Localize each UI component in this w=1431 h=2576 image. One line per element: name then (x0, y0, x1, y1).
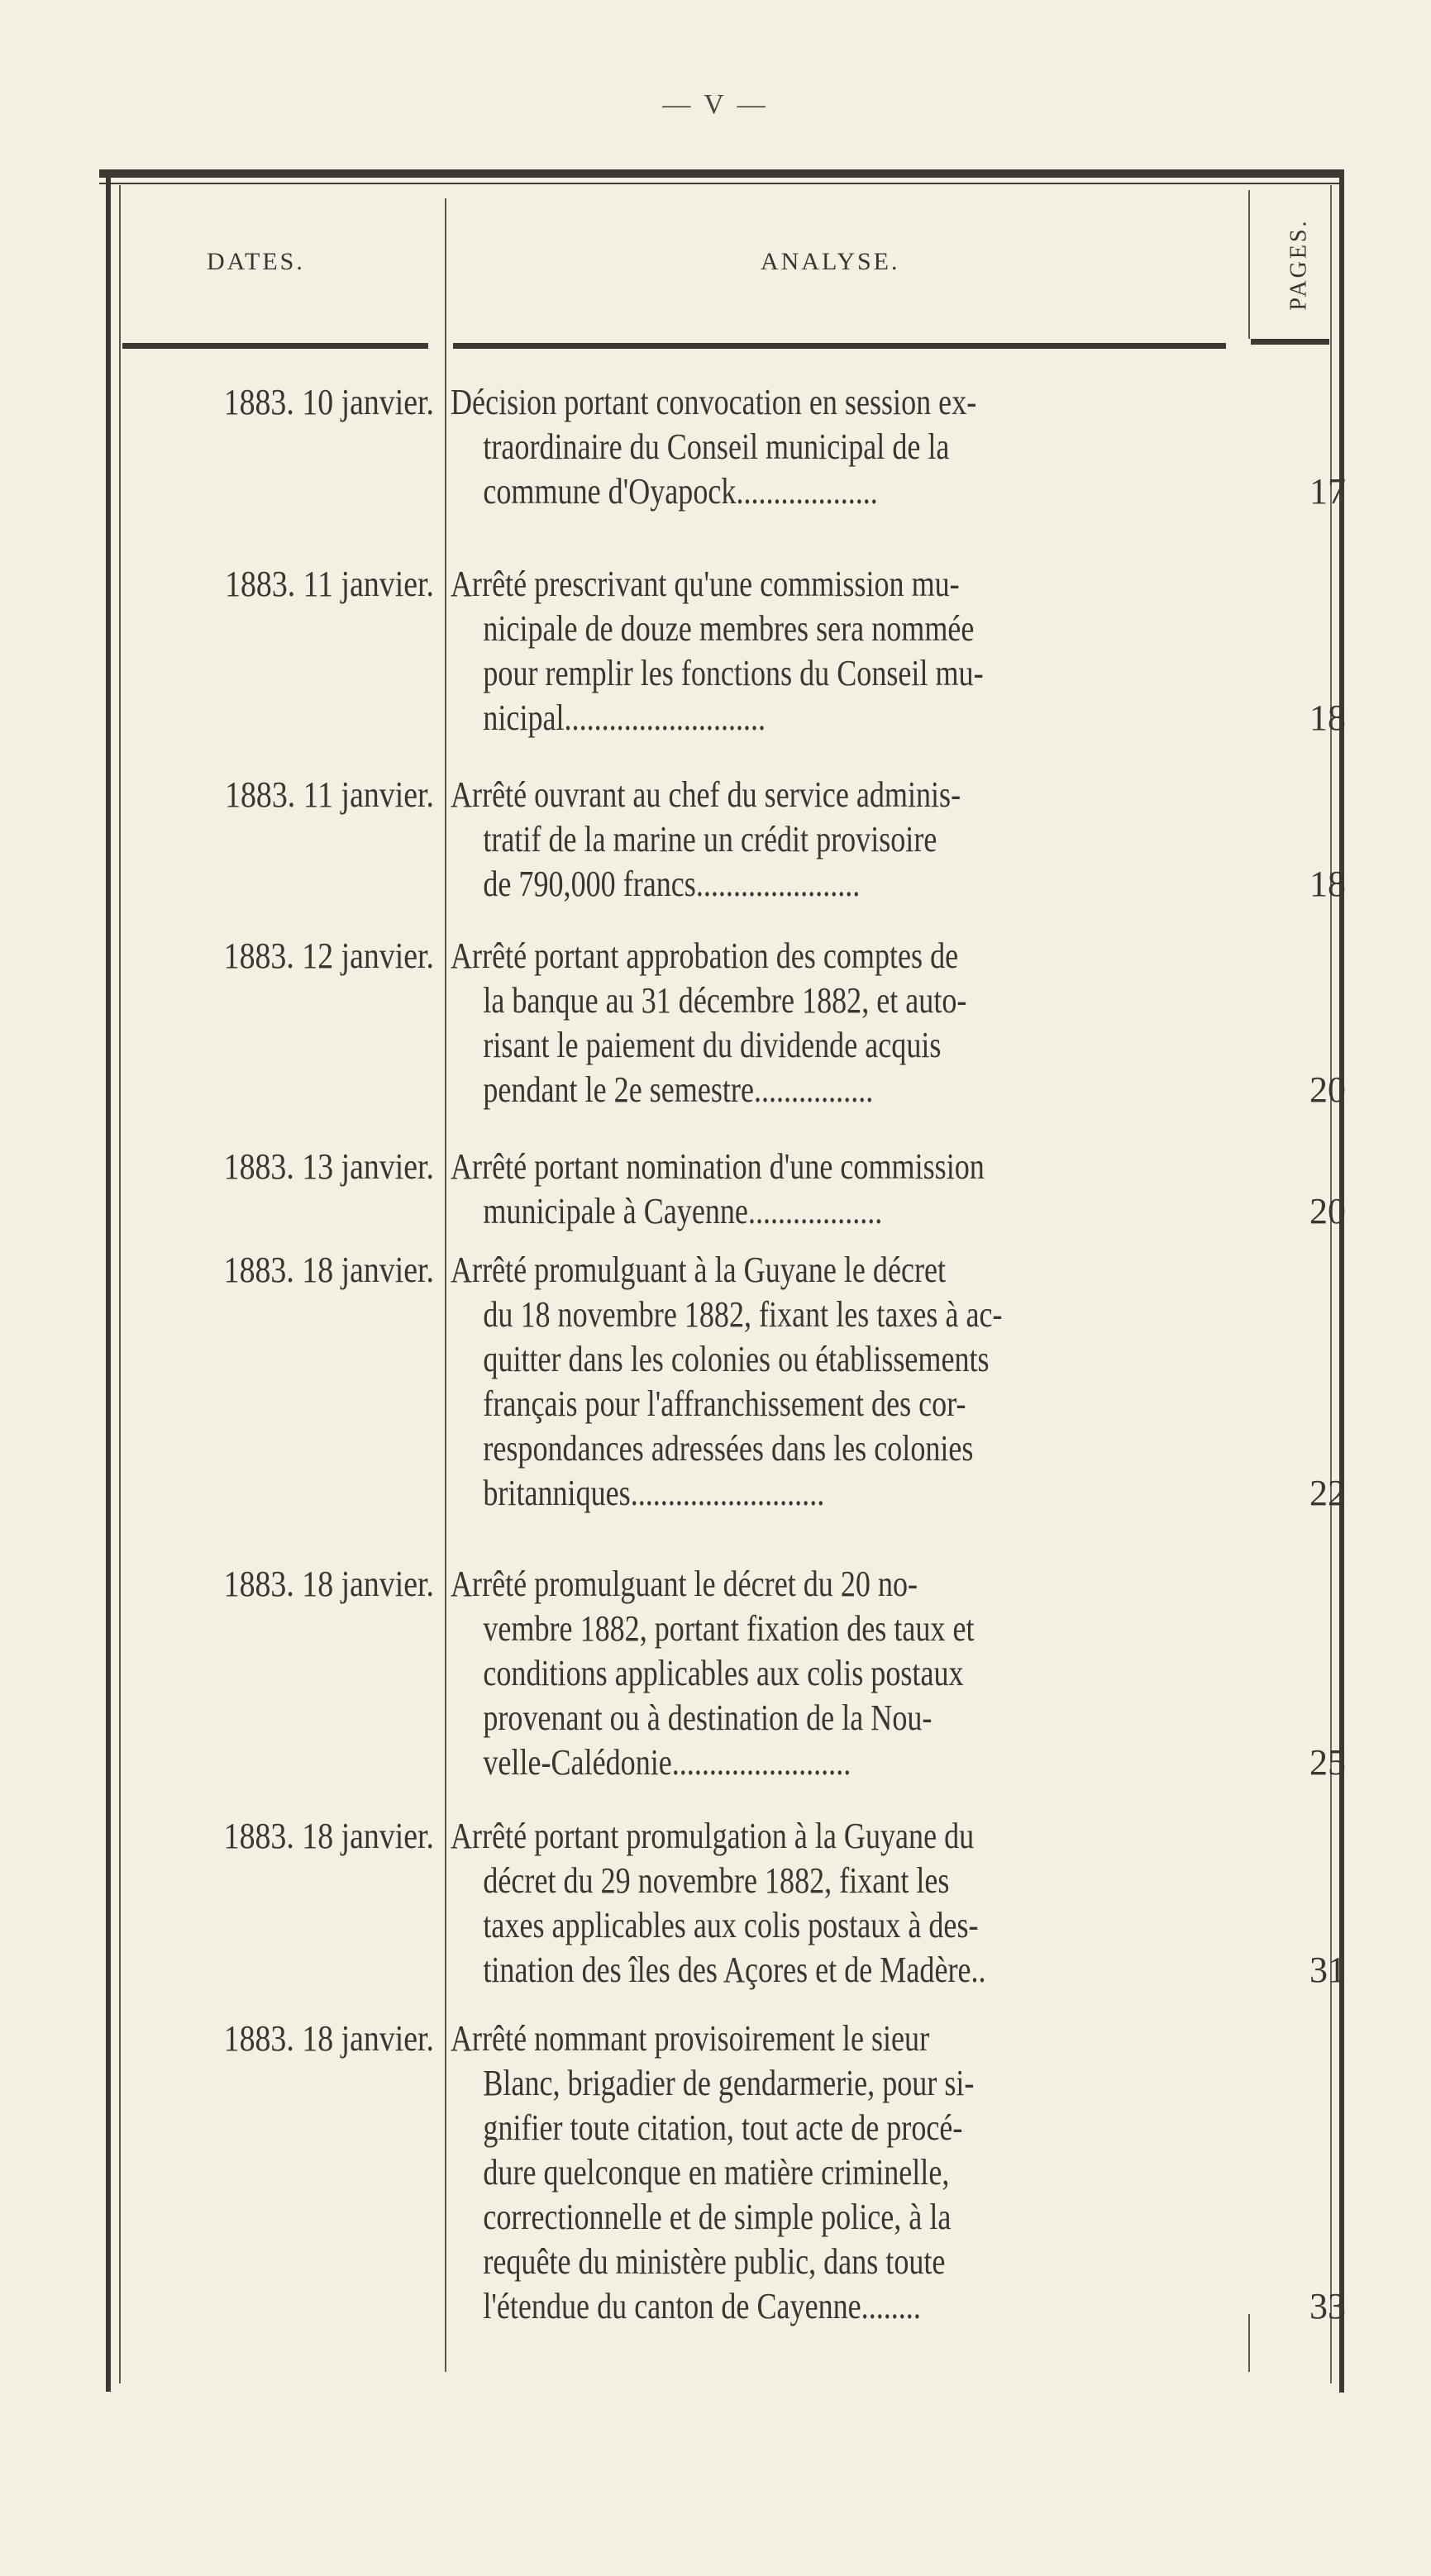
analysis-line: conditions applicables aux colis postaux (483, 1653, 964, 1693)
entry-page-number: 25 (1309, 1742, 1346, 1783)
table-right-inner-border (1330, 185, 1332, 2383)
analysis-line: provenant ou à destination de la Nou- (483, 1697, 933, 1738)
entry-page-number: 33 (1309, 2286, 1346, 2326)
analysis-line: Arrêté portant approbation des comptes de (451, 936, 959, 976)
column-header-dates: DATES. (207, 248, 305, 275)
table-top-inner-border (99, 183, 1343, 184)
analysis-line: français pour l'affranchissement des cor- (483, 1383, 966, 1424)
entry-date: 1883. 18 janvier. (223, 2018, 434, 2059)
analysis-line: gnifier toute citation, tout acte de procé- (483, 2107, 963, 2148)
column-divider-pages (1248, 190, 1250, 339)
analysis-line: la banque au 31 décembre 1882, et auto- (483, 980, 967, 1021)
analysis-line: correctionnelle et de simple police, à la (483, 2197, 952, 2237)
entry-date: 1883. 11 janvier. (225, 774, 434, 815)
analysis-line: Arrêté portant nomination d'une commission (451, 1146, 985, 1187)
entry-page-number: 18 (1309, 864, 1346, 904)
header-rule-dates (122, 343, 428, 349)
column-divider-dates (445, 223, 446, 2372)
entry-analysis (451, 1562, 1244, 1785)
entry-analysis (451, 2017, 1244, 2329)
table-left-inner-border (119, 185, 121, 2383)
entry-page-number: 18 (1309, 698, 1346, 738)
analysis-line: requête du ministère public, dans toute (483, 2241, 946, 2282)
entry-date: 1883. 13 janvier. (223, 1146, 434, 1187)
entry-analysis (451, 562, 1244, 740)
analysis-line: Arrêté portant promulgation à la Guyane du (451, 1816, 975, 1856)
analysis-line: tination des îles des Açores et de Madère.. (483, 1950, 986, 1990)
analysis-line: nicipal........................... (483, 698, 766, 738)
analysis-line: Arrêté nommant provisoirement le sieur (451, 2018, 930, 2059)
entry-date: 1883. 18 janvier. (223, 1816, 434, 1856)
analysis-line: municipale à Cayenne.................. (483, 1191, 883, 1231)
analysis-line: taxes applicables aux colis postaux à des- (483, 1905, 979, 1945)
entry-analysis (451, 934, 1244, 1112)
entry-date: 1883. 11 janvier. (225, 564, 434, 604)
analysis-line: dure quelconque en matière criminelle, (483, 2152, 950, 2193)
header-rule-pages (1251, 339, 1329, 345)
analysis-line: pour remplir les fonctions du Conseil mu- (483, 653, 984, 693)
analysis-line: l'étendue du canton de Cayenne........ (483, 2286, 921, 2326)
entry-analysis (451, 380, 1244, 514)
column-divider-header-dates (445, 198, 446, 331)
analysis-line: Arrêté ouvrant au chef du service adminis- (451, 774, 961, 815)
column-header-analyse: ANALYSE. (761, 248, 900, 275)
analysis-line: tratif de la marine un crédit provisoire (483, 819, 937, 859)
column-header-pages: PAGES. (1286, 218, 1312, 311)
entry-page-number: 20 (1309, 1069, 1346, 1110)
analysis-line: du 18 novembre 1882, fixant les taxes à ac- (483, 1294, 1003, 1335)
analysis-line: risant le paiement du dividende acquis (483, 1025, 942, 1065)
analysis-line: britanniques.......................... (483, 1473, 825, 1513)
table-left-border (106, 177, 111, 2392)
entry-analysis (451, 1814, 1244, 1993)
entry-page-number: 22 (1309, 1473, 1346, 1513)
analysis-line: nicipale de douze membres sera nommée (483, 608, 975, 649)
entry-date: 1883. 10 janvier. (223, 382, 434, 422)
analysis-line: Blanc, brigadier de gendarmerie, pour si- (483, 2063, 975, 2103)
entry-analysis (451, 1248, 1244, 1516)
analysis-line: Décision portant convocation en session ex- (451, 382, 977, 422)
analysis-line: décret du 29 novembre 1882, fixant les (483, 1860, 950, 1901)
column-header-pages-cell (1280, 198, 1319, 331)
page-folio: — V — (662, 89, 769, 120)
analysis-line: respondances adressées dans les colonies (483, 1428, 974, 1469)
table-top-border (99, 169, 1343, 178)
analysis-line: de 790,000 francs...................... (483, 864, 861, 904)
entry-page-number: 31 (1309, 1950, 1346, 1990)
column-divider-pages-bottom (1248, 2314, 1250, 2372)
entry-date: 1883. 18 janvier. (223, 1250, 434, 1290)
entry-analysis (451, 773, 1244, 907)
entry-analysis (451, 1145, 1244, 1234)
entry-page-number: 17 (1309, 471, 1346, 512)
analysis-line: Arrêté promulguant à la Guyane le décret (451, 1250, 947, 1290)
entry-date: 1883. 12 janvier. (223, 936, 434, 976)
analysis-line: quitter dans les colonies ou établissements (483, 1339, 990, 1379)
analysis-line: Arrêté promulguant le décret du 20 no- (451, 1564, 918, 1604)
analysis-line: pendant le 2e semestre................ (483, 1069, 874, 1110)
analysis-line: traordinaire du Conseil municipal de la (483, 426, 950, 467)
header-rule-analyse (453, 343, 1226, 349)
analysis-line: Arrêté prescrivant qu'une commission mu- (451, 564, 960, 604)
analysis-line: commune d'Oyapock................... (483, 471, 878, 512)
analysis-line: vembre 1882, portant fixation des taux et (483, 1608, 975, 1649)
entry-page-number: 20 (1309, 1191, 1346, 1231)
entry-date: 1883. 18 janvier. (223, 1564, 434, 1604)
analysis-line: velle-Calédonie........................ (483, 1742, 851, 1783)
